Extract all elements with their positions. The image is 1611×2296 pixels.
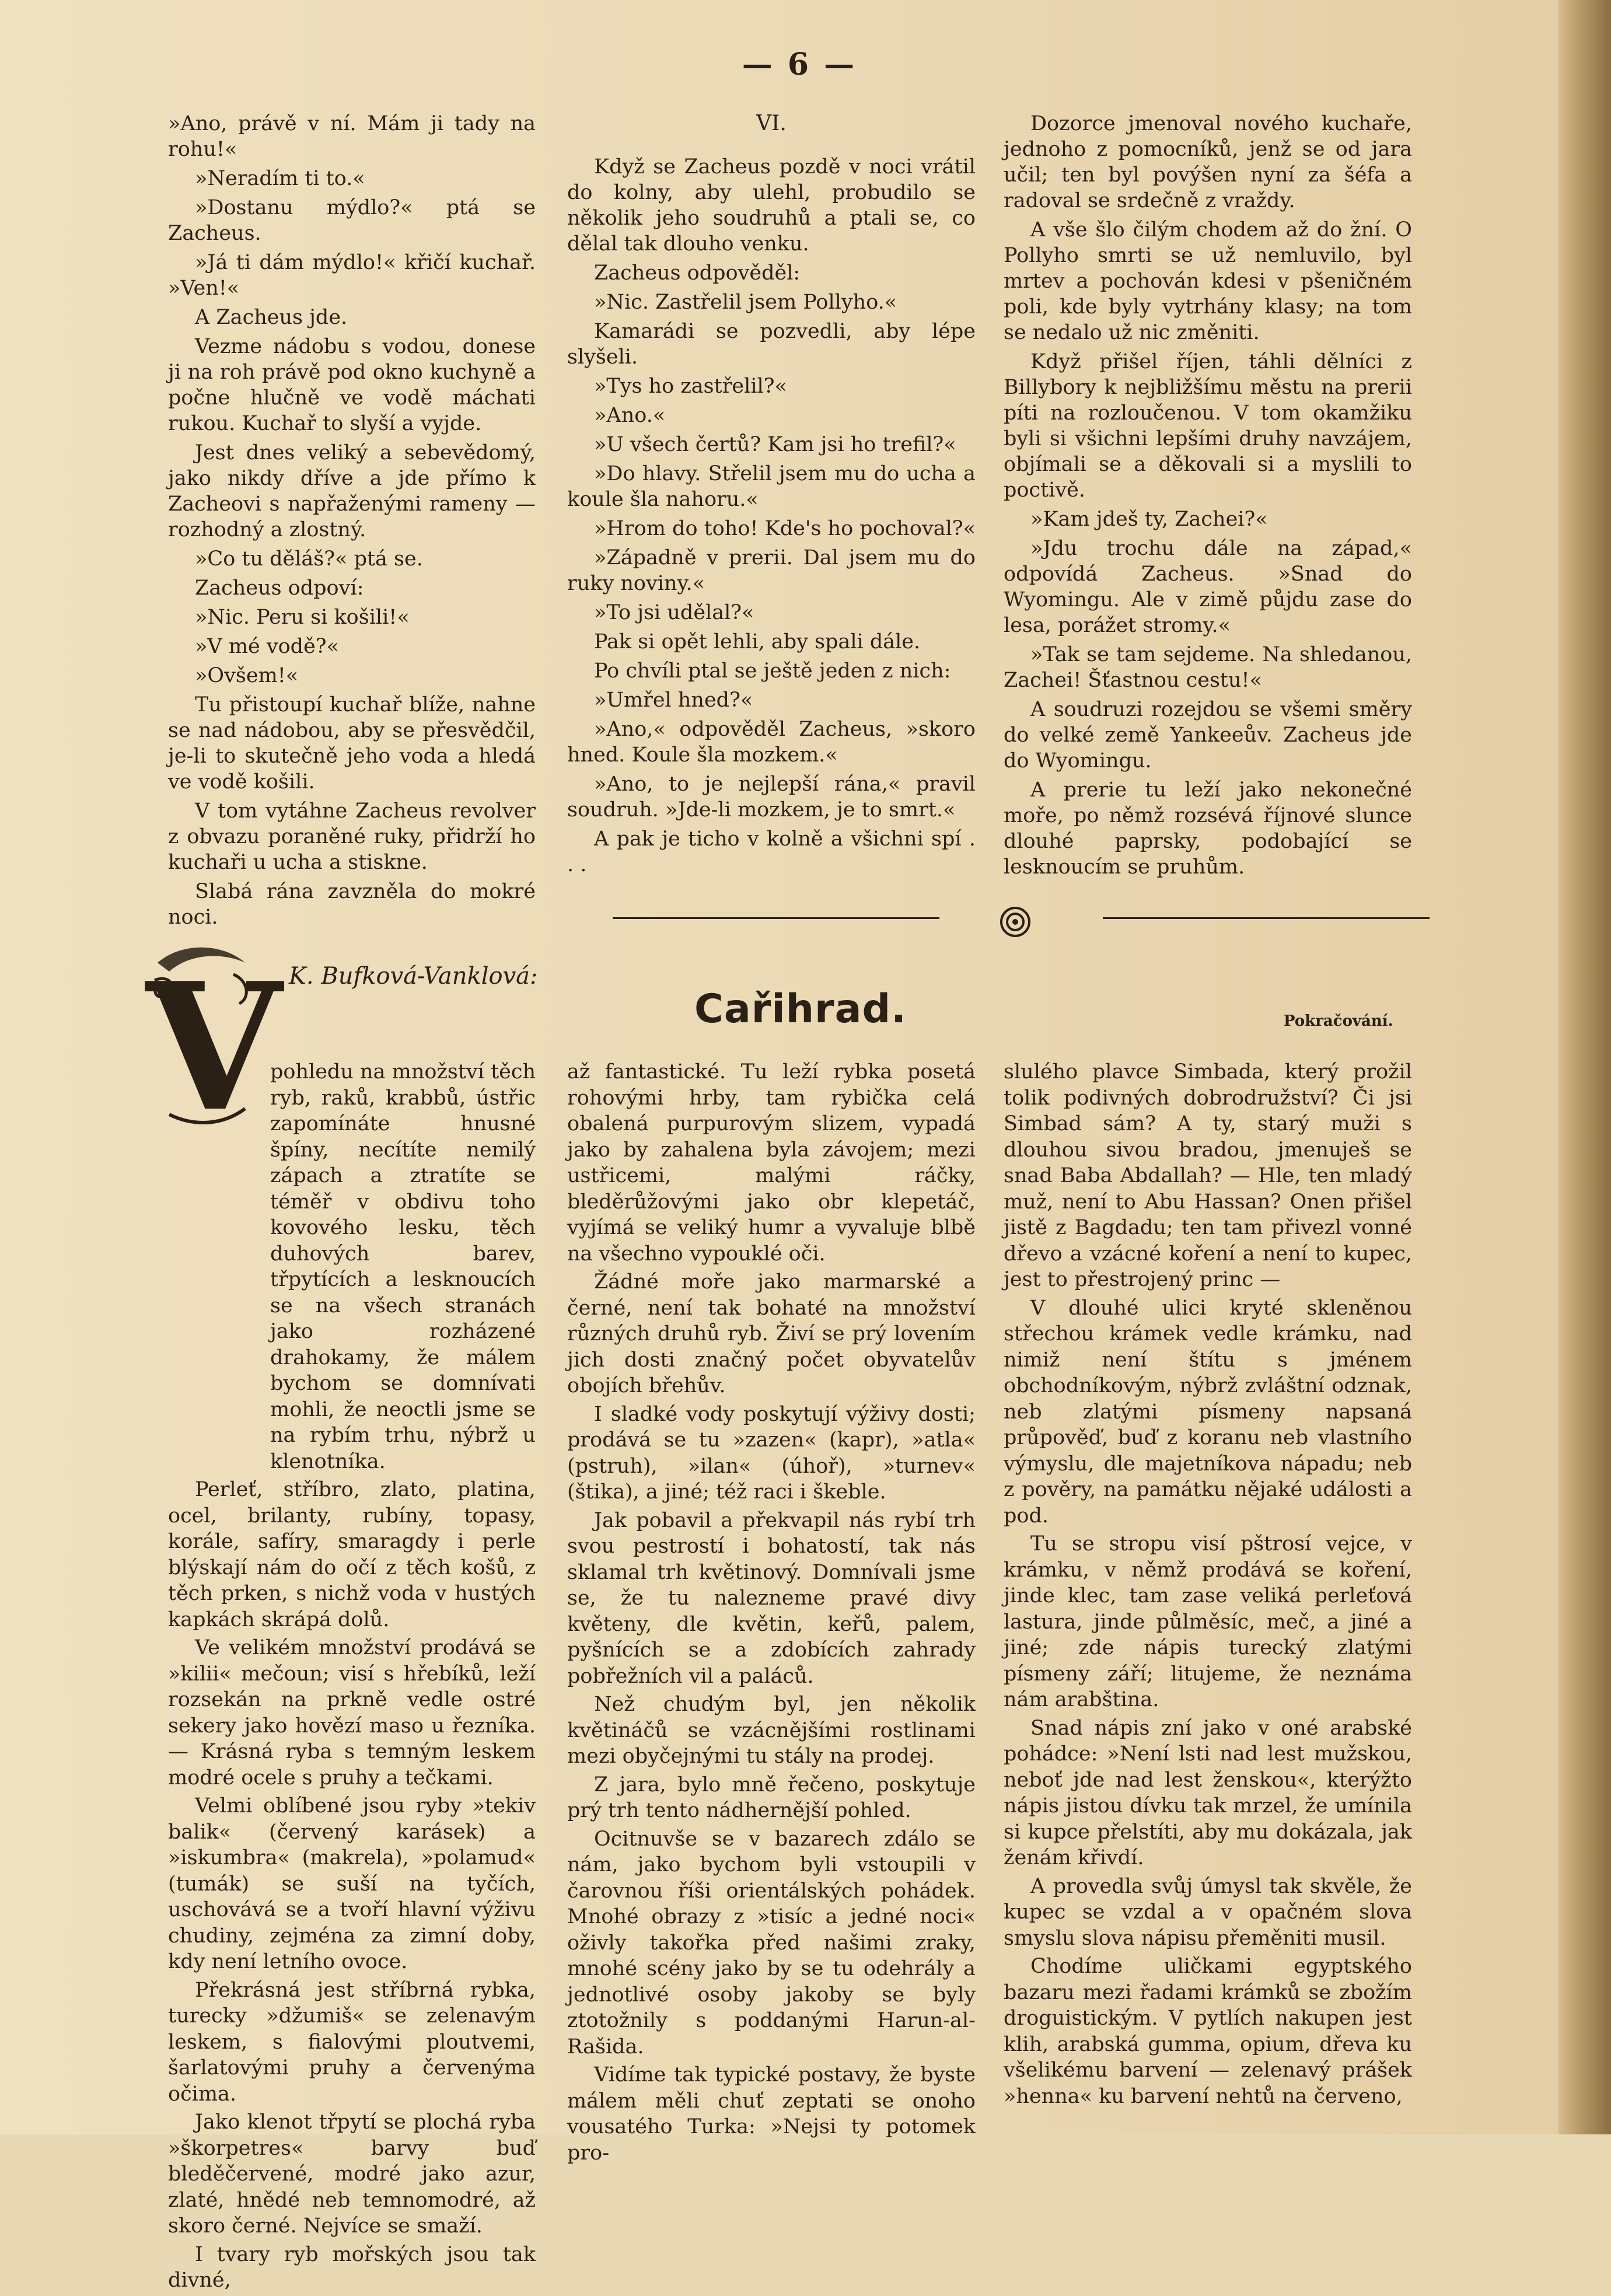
initial-letter: V — [146, 944, 282, 1150]
paragraph: »Umřel hned?« — [594, 689, 753, 712]
paragraph: pohledu na množství těch ryb, raků, krabbů, ústřic zapomínáte hnusné špíny, necítíte nemilý zápach a ztratíte se téměř v obdivu toho kovového lesku, těch duhových barev, třpytících a lesknoucích se na všech stranách jako rozházené drahokamy, že málem bychom se domnívati mohli, že neoctli jsme se na rybím trhu, nýbrž u klenotníka. — [270, 1060, 536, 1473]
paragraph: Z jara, bylo mně řečeno, poskytuje prý trh tento nádhernější pohled. — [567, 1773, 976, 1822]
story-column-1 — [168, 111, 536, 934]
paragraph: Tu přistoupí kuchař blíže, nahne se nad nádobou, aby se přesvědčil, je-li to skutečně jeho voda a hledá ve vodě košili. — [168, 693, 536, 794]
paragraph: Snad nápis zní jako v oné arabské pohádce: »Není lsti nad lest mužskou, neboť jde nad lest ženskou«, kterýžto nápis jistou dívku tak mrzel, že umínila si kupce přelstíti, aby mu dokázala, jak ženám křivdí. — [1004, 1716, 1412, 1869]
page-spine-shadow — [1558, 0, 1611, 2134]
divider-rule-right — [1103, 917, 1430, 919]
chapter-heading: VI. — [756, 111, 787, 135]
paragraph: »Hrom do toho! Kde's ho pochoval?« — [594, 517, 976, 540]
paragraph: »Co tu děláš?« ptá se. — [195, 547, 423, 571]
paragraph: »Západně v prerii. Dal jsem mu do ruky noviny.« — [567, 546, 976, 595]
paragraph: I sladké vody poskytují výživy dosti; prodává se tu »zazen« (kapr), »atla« (pstruh), »ilan« (úhoř), »turnev« (štika), a jiné; též raci i škeble. — [567, 1402, 976, 1504]
paragraph: V tom vytáhne Zacheus revolver z obvazu poraněné ruky, přidrží ho kuchaři u ucha a stiskne. — [168, 799, 536, 874]
paragraph: Jak pobavil a překvapil nás rybí trh svou pestrostí i bohatostí, tak nás sklamal trh květinový. Domnívali jsme se, že tu nalezneme pravé divy květeny, dle květin, keřů, palem, pyšnících se a zdobících zahrady pobřežních vil a paláců. — [567, 1508, 976, 1688]
paragraph: I tvary ryb mořských jsou tak divné, — [168, 2242, 536, 2292]
paragraph: A pak je ticho v kolně a všichni spí . . . — [567, 827, 976, 876]
paragraph: Vidíme tak typické postavy, že byste málem měli chuť zeptati se onoho vousatého Turka: »Nejsi ty potomek pro- — [567, 2063, 976, 2165]
paragraph: A prerie tu leží jako nekonečné moře, po němž rozsévá říjnové slunce dlouhé paprsky, podobající se lesknoucím se pruhům. — [1004, 778, 1412, 879]
paragraph: »Ano, právě v ní. Mám ji tady na rohu!« — [168, 112, 536, 161]
continued-label: Pokračování. — [1284, 1012, 1393, 1030]
ornament-icon — [998, 904, 1033, 939]
story-column-2 — [567, 111, 976, 881]
paragraph: Ocitnuvše se v bazarech zdálo se nám, jako bychom byli vstoupili v čarovnou říši orientálských pohádek. Mnohé obrazy z »tisíc a jedné noci« oživly takořka před našimi zraky, mnohé scény jako by se tu odehrály a jednotlivé osoby jakoby se byly ztotožnily s poddanými Harun-al-Rašida. — [567, 1827, 976, 2059]
divider-rule-left — [613, 917, 939, 919]
article-column-2 — [567, 1059, 976, 2168]
paragraph: Žádné moře jako marmarské a černé, není tak bohaté na množství různých druhů ryb. Živí se prý lovením jich dosti značný počet obyvatelův obojích břehův. — [567, 1270, 976, 1397]
paragraph: Pak si opět lehli, aby spali dále. — [594, 630, 921, 653]
article-title: Cařihrad. — [694, 986, 907, 1032]
paragraph: Tu se stropu visí pštrosí vejce, v krámku, v němž prodává se koření, jinde klec, tam zase veliká perleťová lastura, jinde půlměsíc, meč, a jiné a jiné; zde nápis turecký zlatými písmeny září; litujeme, že neznáma nám arabština. — [1004, 1532, 1412, 1711]
paragraph: »Ovšem!« — [195, 664, 299, 687]
paragraph: Jest dnes veliký a sebevědomý, jako nikdy dříve a jde přímo k Zacheovi s napřaženými rameny — rozhodný a zlostný. — [168, 441, 536, 541]
paragraph: »Neradím ti to.« — [195, 167, 365, 190]
paragraph: V dlouhé ulici kryté skleněnou střechou krámek vedle krámku, nad nimiž není štítu s jménem obchodníkovým, nýbrž zvláštní odznak, neb zlatými písmeny napsaná průpověď, buď z koranu neb vlastního výmyslu, dle majetníkova nápadu; neb z pověry, na památku nějaké události a pod. — [1004, 1296, 1412, 1528]
page-number: — 6 — — [742, 47, 857, 82]
paragraph: »Tys ho zastřelil?« — [594, 375, 787, 398]
paragraph: »Já ti dám mýdlo!« křičí kuchař. »Ven!« — [168, 251, 536, 300]
paragraph: »Ano, to je nejlepší rána,« pravil soudruh. »Jde-li mozkem, je to smrt.« — [567, 773, 976, 822]
paragraph: »Do hlavy. Střelil jsem mu do ucha a koule šla nahoru.« — [567, 462, 976, 511]
paragraph: »To jsi udělal?« — [594, 601, 754, 624]
section-divider — [613, 904, 1430, 939]
paragraph: A Zacheus jde. — [195, 306, 348, 329]
paragraph: Vezme nádobu s vodou, donese ji na roh právě pod okno kuchyně a počne hlučně ve vodě máchati rukou. Kuchař to slyší a vyjde. — [168, 335, 536, 435]
paragraph: »Nic. Zastřelil jsem Pollyho.« — [594, 291, 897, 314]
paragraph: Kamarádi se pozvedli, aby lépe slyšeli. — [567, 320, 976, 369]
paragraph: Zacheus odpověděl: — [594, 261, 801, 285]
paragraph: »Ano.« — [594, 404, 666, 427]
paragraph: »Nic. Peru si košili!« — [195, 606, 410, 629]
paragraph: Velmi oblíbené jsou ryby »tekiv balik« (červený karásek) a »iskumbra« (makrela), »polamud« (tumák) se suší na tyčích, uschovává se a tvoří hlavní výživu chudiny, zejména za zimní doby, kdy není letního ovoce. — [168, 1794, 536, 1973]
paragraph: »Kam jdeš ty, Zachei?« — [1030, 508, 1268, 531]
article-column-1 — [168, 1059, 536, 2296]
paragraph: A provedla svůj úmysl tak skvěle, že kupec se vzdal a v opačném slova smyslu slova nápisu přeměniti musil. — [1004, 1874, 1412, 1950]
paragraph: až fantastické. Tu leží rybka posetá rohovými hrby, tam rybička celá obalená purpurovým slizem, vypadá jako by zahalena byla závojem; mezi ustřicemi, malými ráčky, bleděrůžovými jako obr klepetáč, vyjímá se veliký humr a vyvaluje blbě na všechno vypouklé oči. — [567, 1060, 976, 1266]
paragraph: Chodíme uličkami egyptského bazaru mezi řadami krámků se zbožím droguistickým. V pytlích nakupen jest klih, arabská gumma, opium, dřeva ku všelikému barvení — zelenavý prášek »henna« ku barvení nehtů na červeno, — [1004, 1955, 1412, 2108]
paragraph: Zacheus odpoví: — [195, 576, 364, 600]
paragraph: slulého plavce Simbada, který prožil tolik podivných dobrodružství? Či jsi Simbad sám? A ty, starý muži s dlouhou sivou bradou, jmenuješ se snad Baba Abdallah? — Hle, ten mladý muž, není to Abu Hassan? Onen přišel jistě z Bagdadu; ten tam přivezl vonné dřevo a vzácné koření a není to kupec, jest to přestrojený princ — — [1004, 1060, 1412, 1291]
paragraph: »Dostanu mýdlo?« ptá se Zacheus. — [168, 196, 536, 245]
article-column-3 — [1004, 1059, 1412, 2112]
paragraph: »Ano,« odpověděl Zacheus, »skoro hned. Koule šla mozkem.« — [567, 718, 976, 767]
story-column-3 — [1004, 111, 1412, 883]
paragraph: A vše šlo čilým chodem až do žní. O Pollyho smrti se už nemluvilo, byl mrtev a pochován kdesi v pšeničném poli, kde byly vytrhány klasy; na tom se nedalo už nic změniti. — [1004, 218, 1412, 344]
paragraph: Slabá rána zavzněla do mokré noci. — [168, 880, 536, 929]
paragraph: Po chvíli ptal se ještě jeden z nich: — [594, 659, 951, 683]
paragraph: Dozorce jmenoval nového kuchaře, jednoho z pomocníků, jenž se od jara učil; ten byl povýšen nyní za šéfa a radoval se srdečně z vraždy. — [1004, 112, 1412, 212]
paragraph: »Tak se tam sejdeme. Na shledanou, Zachei! Šťastnou cestu!« — [1004, 643, 1412, 692]
paragraph: Když přišel říjen, táhli dělníci z Billybory k nejbližšímu městu na prerii píti na rozloučenou. V tom okamžiku byli si všichni lepšími druhy navzájem, objímali se a děkovali si a myslili to poctivě. — [1004, 350, 1412, 502]
paragraph: Perleť, stříbro, zlato, platina, ocel, brilanty, rubíny, topasy, korále, safíry, smaragdy i perle blýskají nám do očí z těch košů, z těch prken, s nichž voda v hustých kapkách skrápá dolů. — [168, 1478, 536, 1631]
paragraph: Jako klenot třpytí se plochá ryba »škorpetres« barvy buď bleděčervené, modré jako azur, zlaté, hnědé neb temnomodré, až skoro černé. Nejvíce se smaží. — [168, 2110, 536, 2238]
paragraph: Překrásná jest stříbrná rybka, turecky »džumiš« se zelenavým leskem, s fialovými ploutvemi, šarlatovými pruhy a červenýma očima. — [168, 1978, 536, 2106]
paragraph: Ve velikém množství prodává se »kilii« mečoun; visí s hřebíků, leží rozsekán na prkně vedle ostré sekery jako hovězí maso u řezníka. — Krásná ryba s temným leskem modré ocele s pruhy a tečkami. — [168, 1636, 536, 1790]
article-author: K. Bufková-Vanklová: — [289, 963, 538, 990]
paragraph: Když se Zacheus pozdě v noci vrátil do kolny, aby ulehl, probudilo se několik jeho soudruhů a ptali se, co dělal tak dlouho venku. — [567, 155, 976, 256]
paragraph: Než chudým byl, jen několik květináčů se vzácnějšími rostlinami mezi obyčejnými tu stály na prodej. — [567, 1693, 976, 1768]
paragraph: »U všech čertů? Kam jsi ho trefil?« — [594, 433, 956, 456]
paragraph: A soudruzi rozejdou se všemi směry do velké země Yankeeův. Zacheus jde do Wyomingu. — [1004, 698, 1412, 773]
paragraph: »Jdu trochu dále na západ,« odpovídá Zacheus. »Snad do Wyomingu. Ale v zimě půjdu zase do lesa, porážet stromy.« — [1004, 537, 1412, 637]
paragraph: »V mé vodě?« — [195, 635, 339, 658]
